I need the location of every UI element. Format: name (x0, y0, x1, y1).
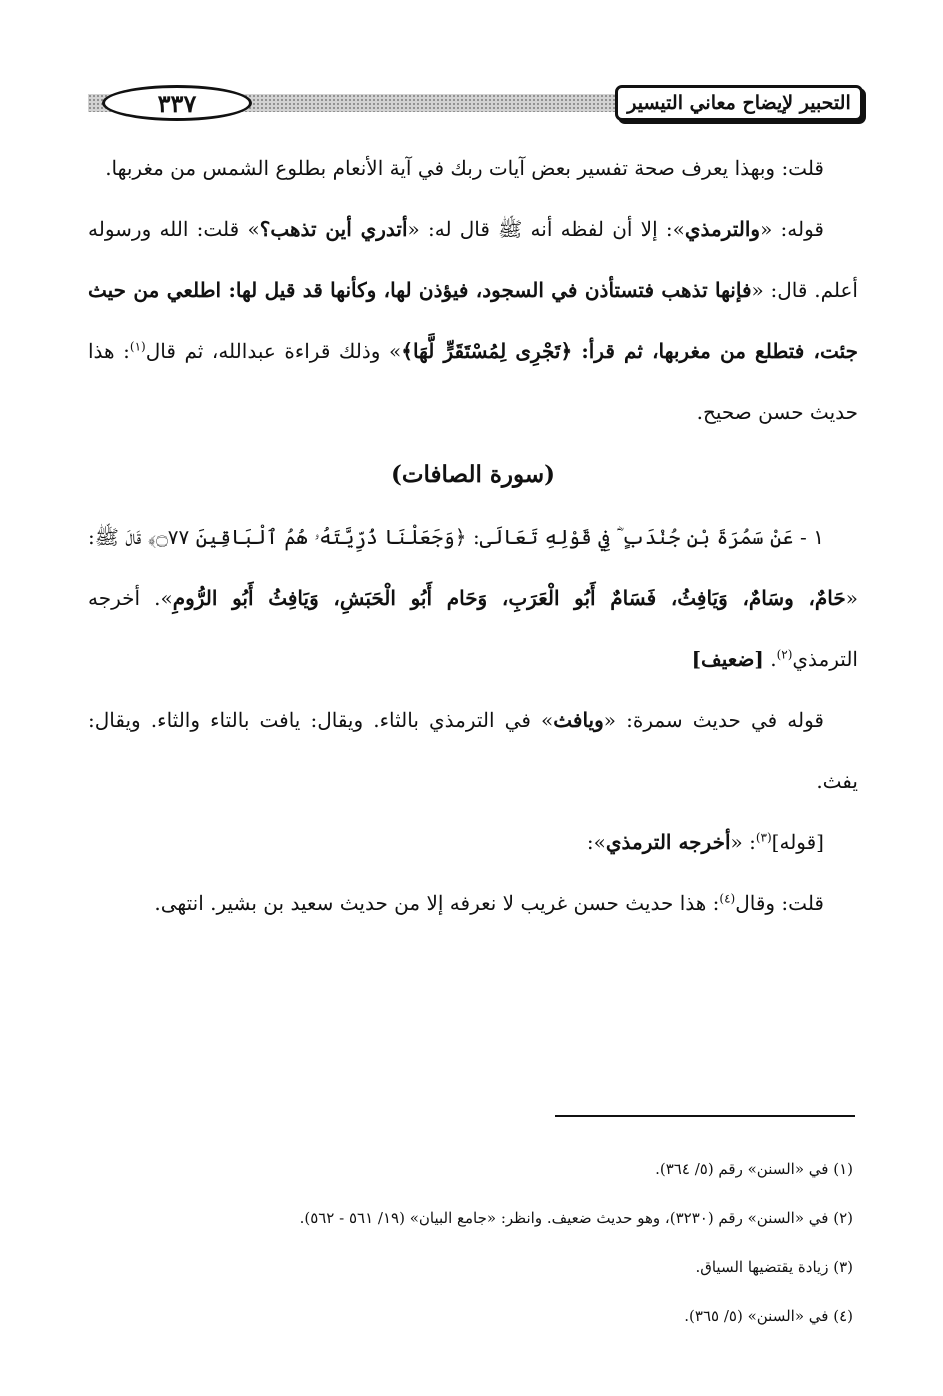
paragraph-2 (88, 199, 858, 443)
paragraph-6 (88, 873, 858, 934)
text-span: قوله: « (760, 217, 824, 241)
paragraph-5 (88, 812, 858, 873)
footnote-ref-2: (٢) (776, 647, 793, 662)
footnote-3: (٣) زيادة يقتضيها السياق. (695, 1258, 853, 1276)
paragraph-1: قلت: وبهذا يعرف صحة تفسير بعض آيات ربك في آية الأنعام بطلوع الشمس من مغربها. (105, 156, 824, 180)
surah-heading: (سورة الصافات) (390, 461, 556, 488)
bold-span: أتدري أين تذهب؟ (259, 217, 408, 241)
bold-span: فإنها تذهب فتستأذن في السجود، فيؤذن لها، وكأنها قد قيل لها: اطلعي من حيث جئت، فتطلع من مغربها، ثم قرأ: ﴿تَجْرِى لِمُسْتَقَرٍّ لَّهَا﴾ (88, 278, 858, 363)
text-span: [قوله] (771, 830, 824, 854)
text-span: ». أخرجه الترمذي (88, 586, 858, 671)
footnote-ref-1: (١) (129, 339, 146, 354)
footnote-separator (555, 1115, 855, 1117)
main-text (88, 138, 858, 934)
bold-span: والترمذي (684, 217, 761, 241)
footnote-ref-3: (٣) (755, 830, 772, 845)
text-span: : « (730, 830, 756, 854)
footnotes (88, 1145, 853, 1341)
bold-span: أخرجه الترمذي (605, 830, 731, 854)
text-span: » وذلك قراءة عبدالله، ثم قال (145, 339, 402, 363)
paragraph-3 (88, 507, 858, 690)
text-span: قلت: وقال (735, 891, 824, 915)
bold-span: حَامٌ، وسَامٌ، وَيَافِثُ، فَسَامٌ أَبُو الْعَرَبِ، وَحَام أَبُو الْحَبَشِ، وَيَافِثُ أَبُو الرُّومِ (172, 586, 846, 610)
paragraph-4 (88, 690, 858, 812)
grade-label: [ضعيف] (691, 647, 764, 671)
text-span: » في الترمذي بالثاء. ويقال: يافت بالتاء والثاء. ويقال: يفث. (88, 708, 858, 793)
footnote-4: (٤) في «السنن» (٥/ ٣٦٥). (684, 1307, 853, 1325)
text-span: . (763, 647, 777, 671)
footnote-ref-4: (٤) (719, 891, 736, 906)
text-span: » قلت: الله ورسوله أعلم. قال: « (88, 217, 858, 302)
bold-span: ويافث (553, 708, 604, 732)
text-span: ١ - عَنْ سَمُرَةَ بْنِ جُنْدَبٍ ؓ فِي قَوْلِهِ تَعَالَى: ﴿وَجَعَلْنَا ذُرِّيَّتَهُۥ هُمُ ٱلْبَاقِينَ ۝٧٧﴾ قَالَ ﷺ: « (88, 525, 859, 610)
text-span: : هذا حديث حسن غريب لا نعرفه إلا من حديث سعيد بن بشير. انتهى. (154, 891, 720, 915)
text-span: »: (586, 830, 606, 854)
page-header (88, 85, 863, 125)
text-span: : هذا حديث حسن صحيح. (88, 339, 858, 424)
footnote-1: (١) في «السنن» رقم (٥/ ٣٦٤). (655, 1160, 853, 1178)
text-span: قوله في حديث سمرة: « (603, 708, 824, 732)
book-title: التحبير لإيضاح معاني التيسير (615, 85, 863, 121)
page-number: ٣٣٧ (102, 85, 252, 121)
text-span: »: إلا أن لفظه أنه ﷺ قال له: « (407, 217, 685, 241)
footnote-2: (٢) في «السنن» رقم (٣٢٣٠)، وهو حديث ضعيف. وانظر: «جامع البيان» (١٩/ ٥٦١ - ٥٦٢). (299, 1209, 853, 1227)
